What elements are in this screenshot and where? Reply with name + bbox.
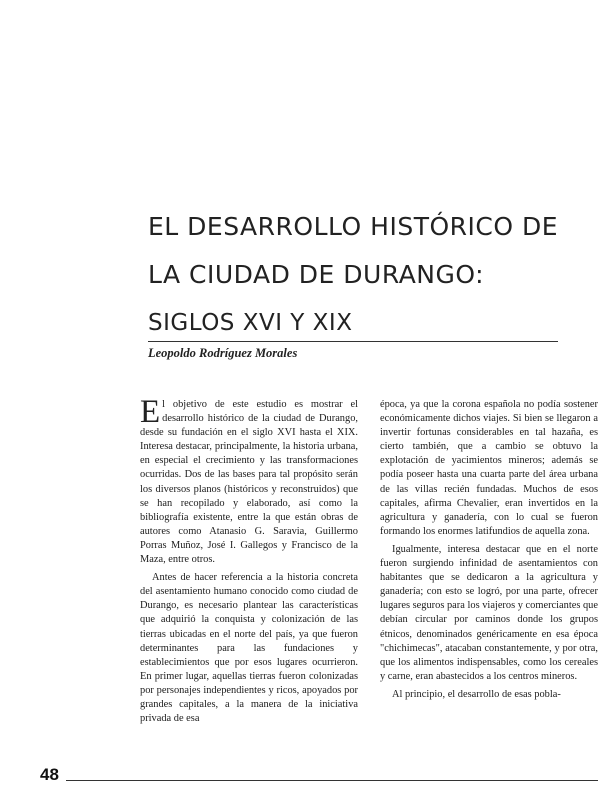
paragraph-text: l objetivo de este estudio es mostrar el desarrollo histórico de la ciudad de Durango, desde su fundación en el siglo XVI hasta el XIX. Interesa destacar, principalmente, la historia urbana, en especial el crecimiento y las transformaciones ocurridas. Dos de las bases para tal propósito serán los diversos planos (históricos y reconstruidos) que se han recopilado y elaborado, así como la bibliografía existente, entre la que están obras de autores como Atanasio G. Saravia, Guillermo Porras Muñoz, José I. Gallegos y Francisco de la Maza, entre otros. bbox=[140, 399, 358, 566]
article-title bbox=[148, 212, 568, 338]
paragraph: Al principio, el desarrollo de esas pobla- bbox=[392, 688, 561, 700]
title-divider bbox=[148, 341, 558, 342]
author-name: Leopoldo Rodríguez Morales bbox=[148, 346, 298, 360]
paragraph: época, ya que la corona española no podía sostener económicamente dichos viajes. Si bien se llegaron a invertir fortunas considerables en tal hazaña, es cierto también, que a cambio se obtuvo la explotación de yacimientos mineros; además se podía poseer hasta una cuarta parte del área urbana de las villas recién fundadas. Muchos de esos capitales, afirma Chevalier, eran invertidos en la agricultura y ganadería, con lo cual se fueron formando los enormes latifundios de aquella zona. bbox=[380, 399, 598, 537]
footer-divider bbox=[66, 780, 598, 781]
paragraph: Antes de hacer referencia a la historia concreta del asentamiento humano conocido como ciudad de Durango, es necesario plantear las características que adquirió la conquista y colonización de las tierras ubicadas en el norte del país, ya que fueron determinantes para las fundaciones y establecimientos que por esos lugares ocurrieron. En primer lugar, aquellas tierras fueron colonizadas por personajes independientes y ricos, apoyados por grandes capitales, a la manera de la iniciativa privada de esa bbox=[140, 572, 358, 725]
paragraph bbox=[140, 394, 358, 567]
title-line-2: LA CIUDAD DE DURANGO: bbox=[148, 260, 485, 289]
title-line-1: EL DESARROLLO HISTÓRICO DE bbox=[148, 212, 559, 241]
page-number: 48 bbox=[40, 765, 59, 784]
paragraph: Igualmente, interesa destacar que en el norte fueron surgiendo infinidad de asentamientos con habitantes que se dedicaron a la agricultura y ganadería; con esto se logró, por una parte, ofrecer lugares seguros para los viajeros y comerciantes que debían circular por caminos donde los grupos étnicos, denominados genéricamente en esa época "chichimecas", atacaban constantemente, y por otra, que los alimentos indispensables, como los cereales y carne, eran abastecidos a los centros mineros. bbox=[380, 543, 598, 682]
title-line-3: SIGLOS XVI Y XIX bbox=[148, 310, 353, 336]
drop-cap: E bbox=[140, 394, 161, 430]
left-column bbox=[140, 394, 358, 726]
right-column bbox=[380, 398, 598, 702]
